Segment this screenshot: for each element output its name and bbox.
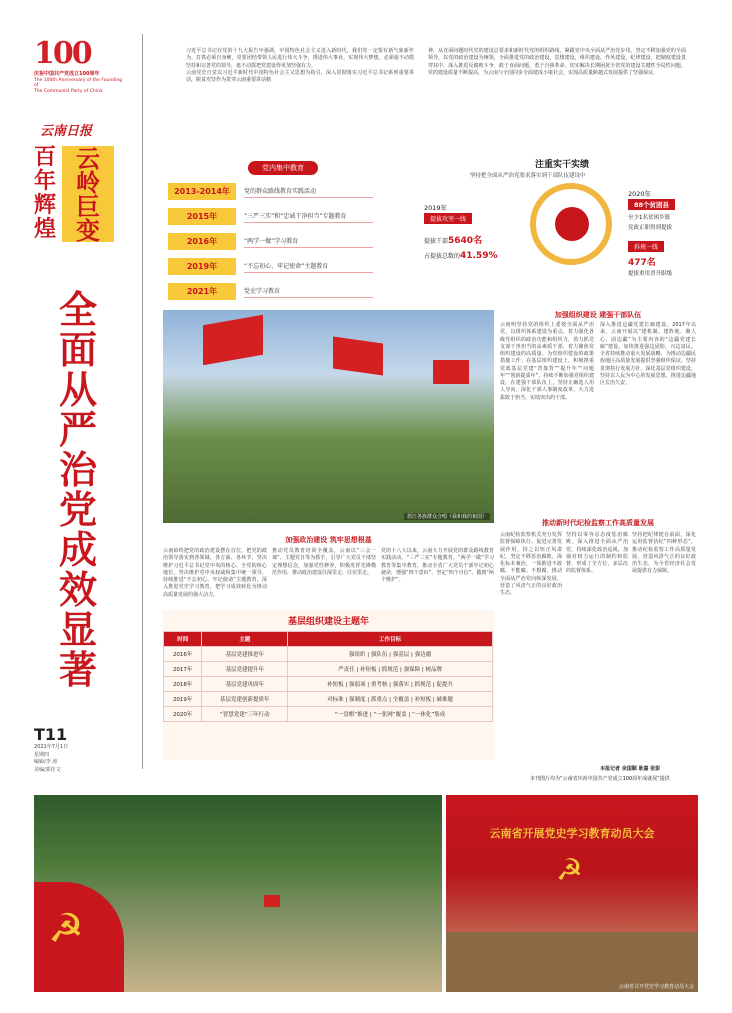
stats-infographic bbox=[420, 155, 710, 290]
article1-col-1: 云南明坚持党的组织上委按全面从严治党，以组织体系建设为重点，着力强化各级党组织的政治功能和组织力，着力抓党支部干净担当的高素质干部，着力聚焦党组织建设的高质量、为党组织建设的政策措施工作。在基层组织建设上，积极推重党政基层党建“背靠背”“提升年”“问题年”“创新提质年”，持续不断加强党组织建设。在建强干部队伍上，坚持正确选人用人导向，深化干部人事制度改革，大力选拔敢于担当、实绩突出的干部。 bbox=[500, 322, 594, 401]
photo-memorial-visit bbox=[34, 795, 442, 992]
table-cell: 强组织 | 强队伍 | 强基层 | 强边疆 bbox=[288, 647, 493, 662]
table-row bbox=[164, 647, 493, 662]
stats-line6: 提拔重用晋升职级 bbox=[628, 271, 673, 277]
issue-date: 2021年7月1日 bbox=[34, 744, 69, 750]
table-cell: 补短板 | 强弱项 | 重考核 | 强落实 | 抓规范 | 促提升 bbox=[288, 677, 493, 692]
stats-year-2020: 2020年 bbox=[628, 190, 652, 198]
stats-line2-value: 41.59% bbox=[460, 251, 498, 261]
timeline-year: 2021年 bbox=[168, 283, 236, 300]
table-cell: 基层党建提升年 bbox=[202, 662, 288, 677]
intro-paragraph: 习近平总书记在党的十九大报告中强调，中国特色社会主义进入新时代，我们党一定要有新气象新作为，打铁必须自身硬，党要团结带领人民进行伟大斗争，推进伟大事业，实现伟大梦想，必须毫不动摇坚持和完善党的领导，毫不动摇把党建设得更加坚强有力。 bbox=[186, 48, 414, 69]
intro-paragraph: 神，从直面问题时代党的建设总要求和新时代党的组织路线，紧跟党中央全面从严治党步伐，坚定不移加强党的全面领导，以党的政治建设为统领，全面推进党的政治建设，思想建设，组织建设，作风建设，纪律建设，把制度建设贯穿其中，深入推进反腐败斗争，敢于直面问题，勇于自我革命，切实解决长期困扰全省党的建设关键性全局性问题，党的建设质量不断提高，为云南与全国同步全面建成小康社会，实现高质量跨越式发展提供了坚强保证。 bbox=[428, 48, 686, 76]
table-cell: 2019年 bbox=[164, 692, 202, 707]
table-cell: 基层党建推进年 bbox=[202, 647, 288, 662]
series-a-2: 年 bbox=[34, 168, 57, 194]
series-b-4: 变 bbox=[76, 216, 100, 245]
timeline-row bbox=[168, 208, 373, 225]
article1-title: 加强组织建设 建强干部队伍 bbox=[554, 311, 642, 319]
party-emblem-icon: ☭ bbox=[556, 853, 583, 888]
series-b-3: 巨 bbox=[76, 192, 100, 221]
timeline-year: 2013-2014年 bbox=[168, 183, 236, 200]
headline-char: 严 bbox=[58, 408, 97, 452]
headline-char: 党 bbox=[58, 488, 97, 532]
timeline-title: 党内集中教育 bbox=[248, 161, 318, 175]
stats-title: 注重实干实绩 bbox=[535, 160, 590, 170]
logo-line-1: 庆祝中国共产党成立100周年 bbox=[34, 71, 100, 77]
series-a-1: 百 bbox=[34, 144, 57, 170]
byline: 本报记者 余国顺 耿嘉 张彭 bbox=[600, 766, 661, 772]
article2-col-1: 云南始终把党的政治建设摆在首位，把党的政治领导落实到各领域、各方面、各环节，坚决维护习近平总书记党中央的核心、全党的核心地位，坚决维护党中央权威和集中统一领导，持续推进“不忘初心、牢记使命”主题教育，深入推进党史学习教育，把学习成效转化为推动高质量发展的强大动力。 bbox=[163, 548, 267, 598]
series-title bbox=[34, 146, 144, 246]
intro-paragraph: 云南党史自觉以习近平新时代中国特色社会主义思想为指引，深入贯彻落实习近平总书记系列重要讲话，脱贫攻坚作为贯穿云南重要讲话精 bbox=[186, 69, 414, 83]
logo-line-3: The Communist Party of China bbox=[34, 89, 103, 95]
photo-choir bbox=[163, 310, 494, 523]
photo-mobilization-meeting bbox=[446, 795, 698, 992]
flag-graphic bbox=[433, 360, 469, 384]
stats-line5-value: 477名 bbox=[628, 258, 656, 268]
table-cell: 严责任 | 补短板 | 抓规范 | 强保障 | 树品牌 bbox=[288, 662, 493, 677]
timeline-year: 2019年 bbox=[168, 258, 236, 275]
article3-col-2: 坚持以零容忍态度惩治腐败，深入推进全面从严治党，持续深化政治巡视，加强对权力运行的制约和监督，形成了全方位、多层次的监督体系。 bbox=[566, 532, 628, 575]
stats-subtitle: 坚持把全面从严治党要求落实到干部队伍建设中 bbox=[470, 173, 586, 179]
series-b-2: 岭 bbox=[76, 168, 100, 197]
table-row bbox=[164, 677, 493, 692]
series-a-3: 辉 bbox=[34, 192, 57, 218]
table-cell: 2017年 bbox=[164, 662, 202, 677]
headline-char: 面 bbox=[58, 328, 97, 372]
series-a-4: 煌 bbox=[34, 216, 57, 242]
stats-line3: 至少1名贫困乡镇 bbox=[628, 215, 670, 221]
stats-badge-2020b: 拆规一线 bbox=[628, 241, 664, 252]
stats-year-2019: 2019年 bbox=[424, 204, 448, 212]
issue-weekday: 星期四 bbox=[34, 751, 50, 758]
table-header: 时间 bbox=[164, 632, 202, 647]
photo-credit: 本刊图片均为“云南省庆祝中国共产党成立100周年成就展”提供 bbox=[530, 776, 670, 782]
flag-graphic bbox=[333, 336, 383, 375]
timeline-row bbox=[168, 233, 373, 250]
table-header: 主题 bbox=[202, 632, 288, 647]
headline-char: 治 bbox=[58, 448, 97, 492]
education-timeline bbox=[168, 155, 373, 300]
article2-col-3: 党的十八大以来，云南大力开展党的群众路线教育实践活动、“三严三实”专题教育、“两学一做”学习教育等集中教育，推动全省广大党员干部牢记初心使命，增强“四个意识”、坚定“四个自信”、做到“两个维护”。 bbox=[381, 548, 494, 583]
logo-number: 100 bbox=[34, 36, 91, 71]
article1-col-2: 深入推进边疆党建长廊建设，2017年以来，云南开展以“建机制、建阵地、聚人心、固边疆”为主要内容的“边疆党建长廊”建设，加快推进强边固防、兴边富民。全省持续推动重大发展战略，为推动边疆民族地区高质量发展提供坚强组织保证。坚持贯彻执行发展方针，深化基层党组织建设，坚持以人民为中心的发展思想，推进边疆地区长治久安。 bbox=[600, 322, 696, 386]
stats-badge-2019: 提拔攻坚一线 bbox=[424, 213, 472, 224]
article3-col-3: 坚持把纪律挺在前面，深化运用监督执纪“四种形态”，推动纪检监察工作高质量发展，营造风清气正的良好政治生态，为全省经济社会发展提供有力保障。 bbox=[632, 532, 696, 575]
article3-col-1: 云南纪检监察机关充分发挥监督保障执行、促进完善发展作用，持之以恒正风肃纪，坚定不移惩治腐败，深化标本兼治，一体推进不敢腐、不能腐、不想腐，推动全面从严治党向纵深发展，营造了风清气正的良好政治生态。 bbox=[500, 532, 562, 596]
table-cell: 对标准 | 强制度 | 抓重点 | 全覆盖 | 补短板 | 破难题 bbox=[288, 692, 493, 707]
table-row bbox=[164, 662, 493, 677]
timeline-year: 2015年 bbox=[168, 208, 236, 225]
timeline-text: “不忘初心、牢记使命”主题教育 bbox=[244, 261, 373, 273]
article2-title: 加强政治建设 筑牢思想根基 bbox=[285, 536, 372, 544]
table-cell: “智慧党建”三年行动 bbox=[202, 707, 288, 722]
stats-line1-value: 5640名 bbox=[448, 236, 483, 246]
logo-line-2: The 100th Anniversary of the Founding of bbox=[34, 77, 123, 89]
table-cell: 2018年 bbox=[164, 677, 202, 692]
table-cell: “一盘棋”推进 | “一张网”覆盖 | “一体化”集成 bbox=[288, 707, 493, 722]
headline-char: 成 bbox=[58, 528, 97, 572]
designer-credit: 美编/郭佳文 bbox=[34, 766, 61, 773]
timeline-row bbox=[168, 258, 373, 275]
newspaper-brand: 云南日报 bbox=[40, 124, 93, 139]
intro-col-1 bbox=[186, 48, 414, 84]
main-headline bbox=[53, 290, 103, 690]
headline-char: 著 bbox=[58, 648, 97, 692]
headline-char: 显 bbox=[58, 608, 97, 652]
editor-credit: 编辑/李 涛 bbox=[34, 759, 58, 765]
article3-title: 推动新时代纪检监察工作高质量发展 bbox=[542, 519, 654, 527]
headline-char: 从 bbox=[58, 368, 97, 412]
intro-col-2 bbox=[428, 48, 686, 77]
table-cell: 2016年 bbox=[164, 647, 202, 662]
meeting-banner: 云南省开展党史学习教育动员大会 bbox=[489, 827, 655, 840]
hammer-sickle-icon: ☭ bbox=[48, 906, 84, 952]
stats-line4: 党政正职得到提拔 bbox=[628, 225, 673, 231]
photo-caption: 怒江各族群众合唱《我和我的祖国》 bbox=[404, 513, 490, 520]
series-b-1: 云 bbox=[76, 144, 100, 173]
table-row bbox=[164, 707, 493, 722]
stats-line2-prefix: 占提拔总数的 bbox=[424, 253, 461, 260]
headline-char: 全 bbox=[58, 288, 97, 332]
grassroots-title: 基层组织建设主题年 bbox=[287, 617, 369, 627]
anniversary-logo bbox=[34, 36, 124, 95]
grassroots-table bbox=[163, 631, 493, 722]
table-cell: 基层党建创新提质年 bbox=[202, 692, 288, 707]
timeline-text: 党史学习教育 bbox=[244, 286, 373, 298]
article2-col-2: 推动党员教育培训全覆盖，云南以“三会一课”、主题党日等为抓手，引导广大党员干部坚定理想信念，加强党性修养，积极发挥先锋模范作用，推动政治建设往深里走、往实里走。 bbox=[272, 548, 376, 576]
timeline-row bbox=[168, 183, 373, 200]
flag-graphic bbox=[264, 895, 280, 907]
timeline-text: “三严三实”和“忠诚干净担当”专题教育 bbox=[244, 211, 373, 223]
page-number: T11 bbox=[34, 725, 68, 744]
flag-graphic bbox=[203, 315, 263, 366]
timeline-row bbox=[168, 283, 373, 300]
page-info bbox=[34, 725, 68, 774]
table-row bbox=[164, 692, 493, 707]
timeline-text: 党的群众路线教育实践活动 bbox=[244, 186, 373, 198]
stats-badge-2020: 88个贫困县 bbox=[628, 199, 675, 210]
table-header: 工作目标 bbox=[288, 632, 493, 647]
timeline-text: “两学一做”学习教育 bbox=[244, 236, 373, 248]
stats-center-icon bbox=[555, 207, 589, 241]
grassroots-panel bbox=[163, 610, 494, 760]
timeline-year: 2016年 bbox=[168, 233, 236, 250]
headline-char: 效 bbox=[58, 568, 97, 612]
table-cell: 2020年 bbox=[164, 707, 202, 722]
stats-line1-prefix: 提拔干部 bbox=[424, 238, 449, 245]
photo3-caption: 云南省召开党史学习教育动员大会 bbox=[618, 984, 694, 990]
table-cell: 基层党建巩固年 bbox=[202, 677, 288, 692]
column-divider bbox=[142, 34, 143, 769]
